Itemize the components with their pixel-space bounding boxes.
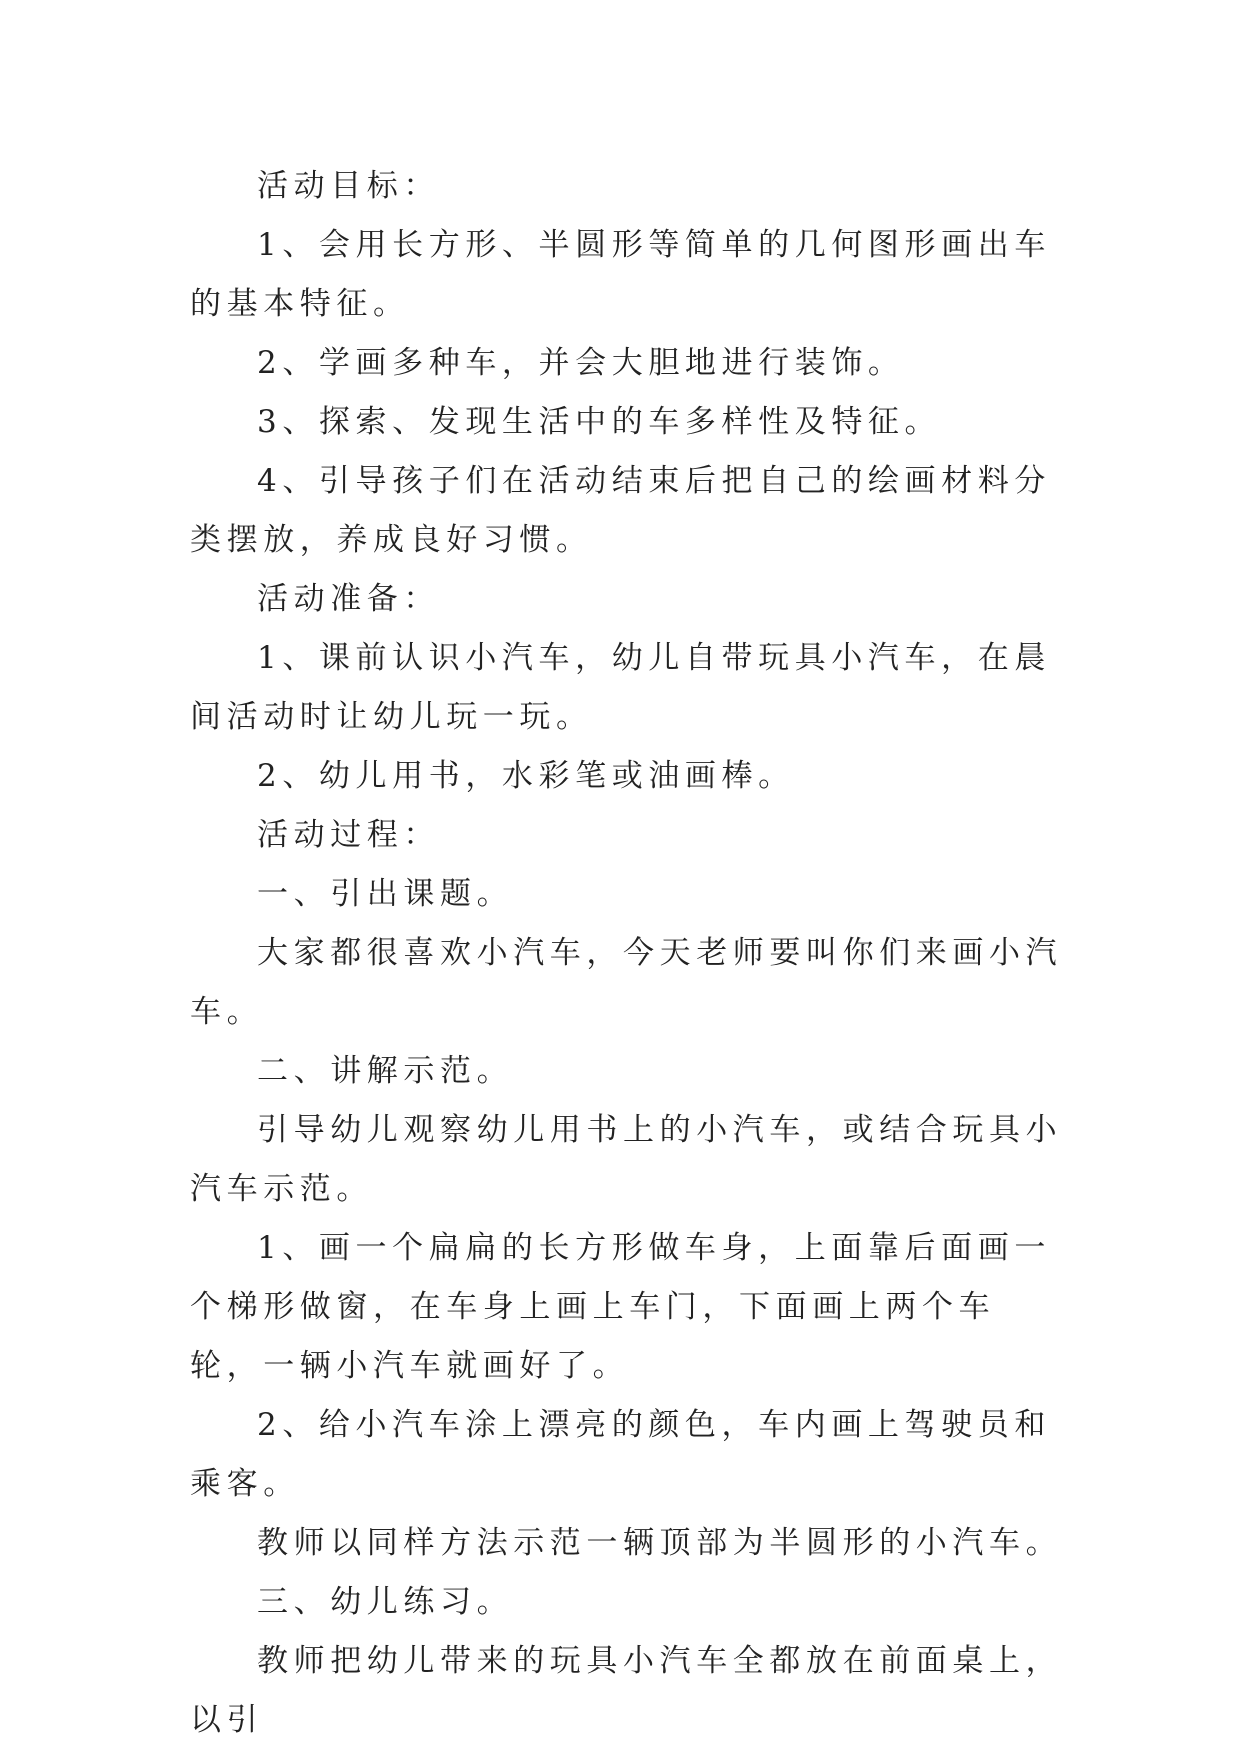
process-step-3-text: 教师把幼儿带来的玩具小汽车全都放在前面桌上，以引: [190, 1643, 1063, 1738]
demo-item-2: 2、给小汽车涂上漂亮的颜色，车内画上驾驶员和乘客。: [190, 1407, 1051, 1502]
section-heading-process: 活动过程：: [257, 817, 440, 853]
goal-item-4: 4、引导孩子们在活动结束后把自己的绘画材料分类摆放，养成良好习惯。: [190, 463, 1051, 558]
goal-item-3: 3、探索、发现生活中的车多样性及特征。: [257, 404, 942, 440]
process-step-3-heading: 三、幼儿练习。: [257, 1584, 514, 1620]
preparation-item-2: 2、幼儿用书，水彩笔或油画棒。: [257, 758, 795, 794]
process-step-1-heading: 一、引出课题。: [257, 876, 514, 912]
goal-item-2: 2、学画多种车，并会大胆地进行装饰。: [257, 345, 905, 381]
process-step-2-text: 引导幼儿观察幼儿用书上的小汽车，或结合玩具小汽车示范。: [190, 1112, 1063, 1207]
demo-item-3: 教师以同样方法示范一辆顶部为半圆形的小汽车。: [257, 1525, 1063, 1561]
goal-item-1: 1、会用长方形、半圆形等简单的几何图形画出车的基本特征。: [190, 227, 1051, 322]
section-heading-preparation: 活动准备：: [257, 581, 440, 617]
preparation-item-1: 1、课前认识小汽车，幼儿自带玩具小汽车，在晨间活动时让幼儿玩一玩。: [190, 640, 1051, 735]
demo-item-1: 1、画一个扁扁的长方形做车身，上面靠后面画一个梯形做窗，在车身上画上车门，下面画上两个车轮，一辆小汽车就画好了。: [190, 1230, 1051, 1384]
section-heading-goals: 活动目标：: [257, 168, 440, 204]
document-body: [190, 157, 1066, 1750]
process-step-1-text: 大家都很喜欢小汽车，今天老师要叫你们来画小汽车。: [190, 935, 1063, 1030]
process-step-2-heading: 二、讲解示范。: [257, 1053, 514, 1089]
